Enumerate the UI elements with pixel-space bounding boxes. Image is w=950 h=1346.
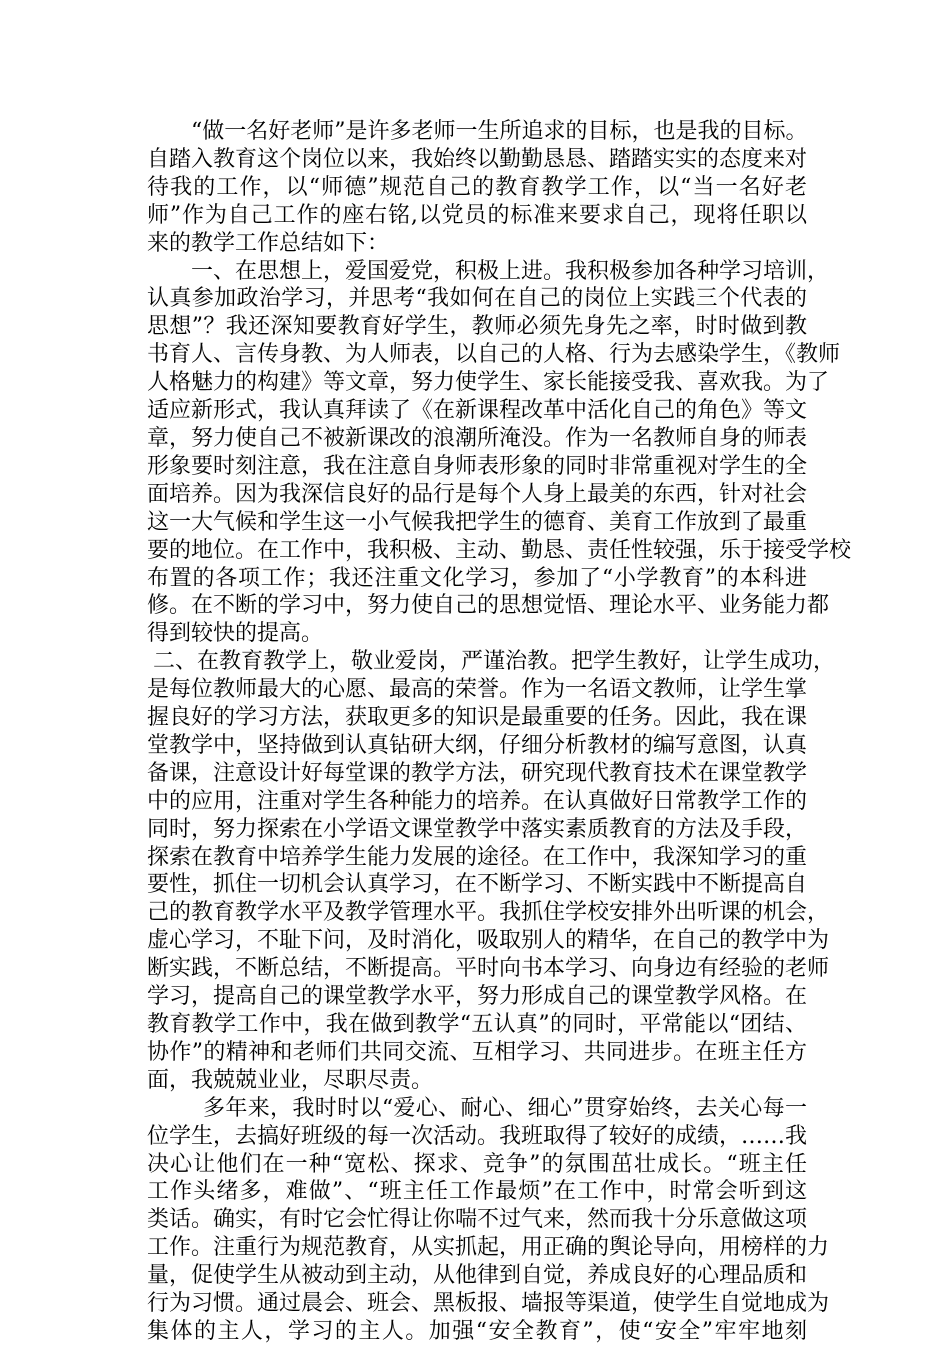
text-line: 堂教学中，坚持做到认真钻研大纲，仔细分析教材的编写意图，认真 [147,732,808,758]
text-line: 决心让他们在一种“宽松、探求、竞争”的氛围茁壮成长。“班主任 [147,1151,807,1177]
text-line: 协作”的精神和老师们共同交流、互相学习、共同进步。在班主任方 [147,1039,807,1065]
text-line: 探索在教育中培养学生能力发展的途径。在工作中，我深知学习的重 [147,844,808,870]
text-line: 类话。确实，有时它会忙得让你喘不过气来，然而我十分乐意做这项 [147,1207,808,1233]
text-line: 中的应用，注重对学生各种能力的培养。在认真做好日常教学工作的 [147,788,808,814]
text-line: 工作。注重行为规范教育，从实抓起，用正确的舆论导向，用榜样的力 [147,1235,830,1261]
text-line: 备课，注意设计好每堂课的教学方法，研究现代教育技术在课堂教学 [147,760,808,786]
text-line: 得到较快的提高。 [147,621,324,647]
text-line: 师”作为自己工作的座右铭,以党员的标准来要求自己，现将任职以 [147,202,807,228]
text-line: 位学生，去搞好班级的每一次活动。我班取得了较好的成绩，……我 [147,1123,808,1149]
text-line: 虚心学习，不耻下问，及时消化，吸取别人的精华，在自己的教学中为 [147,928,830,954]
text-line: 布置的各项工作；我还注重文化学习，参加了“小学教育”的本科进 [147,565,807,591]
text-line: 是每位教师最大的心愿、最高的荣誉。作为一名语文教师，让学生掌 [147,677,808,703]
text-line: 工作头绪多，难做”、“班主任工作最烦”在工作中，时常会听到这 [147,1179,807,1205]
text-line: 己的教育教学水平及教学管理水平。我抓住学校安排外出听课的机会， [147,900,830,926]
text-line: 适应新形式，我认真拜读了《在新课程改革中活化自己的角色》等文 [147,398,808,424]
text-line: 断实践，不断总结，不断提高。平时向书本学习、向身边有经验的老师 [147,956,830,982]
paragraph-section-1 [147,258,852,649]
text-line: 人格魅力的构建》等文章，努力使学生、家长能接受我、喜欢我。为了 [147,370,830,396]
text-line: 形象要时刻注意，我在注意自身师表形象的同时非常重视对学生的全 [147,453,808,479]
text-line: 思想”？我还深知要教育好学生，教师必须先身先之率，时时做到教 [147,314,807,340]
text-line: 要性，抓住一切机会认真学习，在不断学习、不断实践中不断提高自 [147,872,808,898]
text-line: 待我的工作，以“师德”规范自己的教育教学工作，以“当一名好老 [147,174,807,200]
text-line: 面培养。因为我深信良好的品行是每个人身上最美的东西，针对社会 [147,481,808,507]
paragraph-section-3 [147,1095,830,1346]
text-line: 学习，提高自己的课堂教学水平，努力形成自己的课堂教学风格。在 [147,984,808,1010]
text-line: 认真参加政治学习，并思考“我如何在自己的岗位上实践三个代表的 [147,286,807,312]
text-line: 来的教学工作总结如下： [147,230,390,256]
text-line: 章，努力使自己不被新课改的浪潮所淹没。作为一名教师自身的师表 [147,425,808,451]
text-line: 二、在教育教学上，敬业爱岗，严谨治教。把学生教好，让学生成功， [153,649,836,675]
paragraph-intro [147,118,807,258]
paragraph-section-2 [147,648,836,1095]
text-line: 握良好的学习方法，获取更多的知识是最重要的任务。因此，我在课 [147,705,808,731]
text-line: 行为习惯。通过晨会、班会、黑板报、墙报等渠道，使学生自觉地成为 [147,1291,830,1317]
document-page [147,118,852,1346]
text-line: 修。在不断的学习中，努力使自己的思想觉悟、理论水平、业务能力都 [147,593,830,619]
text-line: 多年来，我时时以“爱心、耐心、细心”贯穿始终，去关心每一 [203,1095,807,1121]
text-line: 同时，努力探索在小学语文课堂教学中落实素质教育的方法及手段， [147,816,808,842]
text-line: 教育教学工作中，我在做到教学“五认真”的同时，平常能以“团结、 [147,1012,807,1037]
text-line: 一、在思想上，爱国爱党，积极上进。我积极参加各种学习培训， [191,258,830,284]
text-line: 集体的主人，学习的主人。加强“安全教育”，使“安全”牢牢地刻 [147,1318,807,1344]
text-line: 要的地位。在工作中，我积极、主动、勤恳、责任性较强，乐于接受学校 [147,537,852,563]
text-line: 书育人、言传身教、为人师表，以自己的人格、行为去感染学生，《教师 [147,342,841,368]
text-line: 自踏入教育这个岗位以来，我始终以勤勤恳恳、踏踏实实的态度来对 [147,146,808,172]
text-line: 这一大气候和学生这一小气候我把学生的德育、美育工作放到了最重 [147,509,808,535]
text-line: 面，我兢兢业业，尽职尽责。 [147,1067,434,1093]
text-line: 量，促使学生从被动到主动，从他律到自觉，养成良好的心理品质和 [147,1263,808,1289]
text-line: “做一名好老师”是许多老师一生所追求的目标，也是我的目标。 [191,119,808,144]
